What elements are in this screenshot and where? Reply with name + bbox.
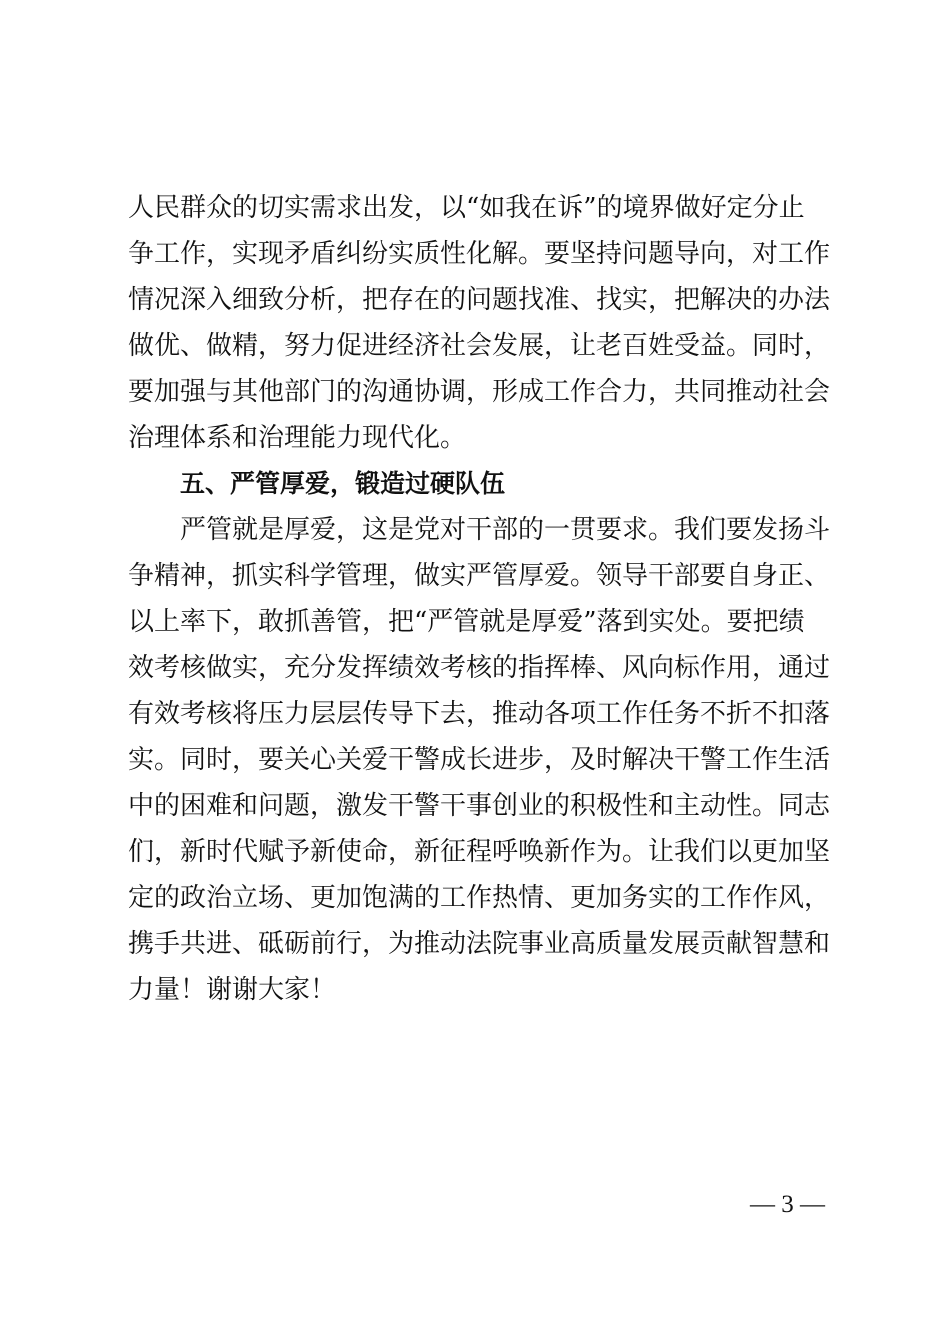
paragraph-line: 严管就是厚爱，这是党对干部的一贯要求。我们要发扬斗 bbox=[180, 515, 831, 545]
paragraph-line: 要加强与其他部门的沟通协调，形成工作合力，共同推动社会 bbox=[128, 377, 831, 407]
paragraph-line: 争精神，抓实科学管理，做实严管厚爱。领导干部要自身正、 bbox=[128, 561, 831, 591]
paragraph-line: 争工作，实现矛盾纠纷实质性化解。要坚持问题导向，对工作 bbox=[128, 239, 831, 269]
paragraph-line: 们，新时代赋予新使命，新征程呼唤新作为。让我们以更加坚 bbox=[128, 837, 831, 867]
paragraph-line: 有效考核将压力层层传导下去，推动各项工作任务不折不扣落 bbox=[128, 699, 831, 729]
paragraph-line: 实。同时，要关心关爱干警成长进步，及时解决干警工作生活 bbox=[128, 745, 831, 775]
paragraph-line: 力量！谢谢大家！ bbox=[128, 975, 337, 1005]
paragraph-line: 携手共进、砥砺前行，为推动法院事业高质量发展贡献智慧和 bbox=[128, 929, 831, 959]
paragraph-line: 情况深入细致分析，把存在的问题找准、找实，把解决的办法 bbox=[128, 285, 831, 315]
paragraph-line: 效考核做实，充分发挥绩效考核的指挥棒、风向标作用，通过 bbox=[128, 653, 831, 683]
paragraph-line: 人民群众的切实需求出发，以“如我在诉”的境界做好定分止 bbox=[128, 193, 805, 223]
paragraph-line: 定的政治立场、更加饱满的工作热情、更加务实的工作作风， bbox=[128, 883, 831, 913]
paragraph-line: 以上率下，敢抓善管，把“严管就是厚爱”落到实处。要把绩 bbox=[128, 607, 805, 637]
paragraph-line: 治理体系和治理能力现代化。 bbox=[128, 423, 467, 453]
page-number: — 3 — bbox=[750, 1191, 825, 1218]
section-heading: 五、严管厚爱，锻造过硬队伍 bbox=[180, 469, 506, 498]
paragraph-line: 做优、做精，努力促进经济社会发展，让老百姓受益。同时， bbox=[128, 331, 831, 361]
paragraph-line: 中的困难和问题，激发干警干事创业的积极性和主动性。同志 bbox=[128, 791, 831, 821]
